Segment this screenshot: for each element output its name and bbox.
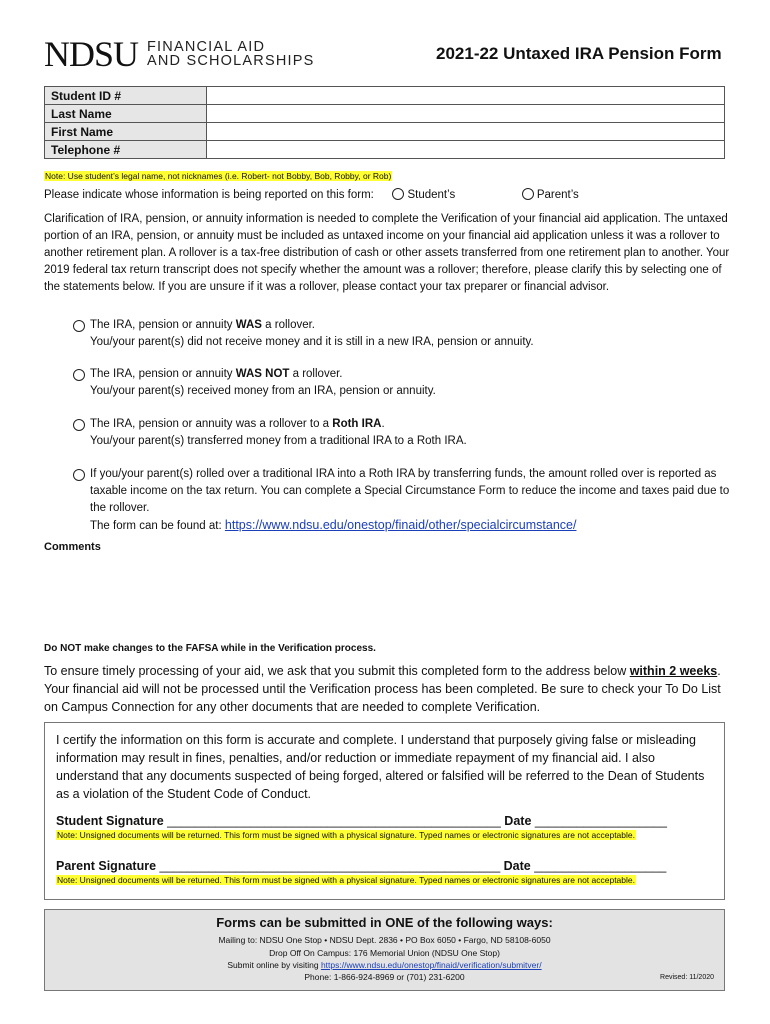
was-rollover-radio[interactable] xyxy=(73,320,85,332)
last-name-field[interactable] xyxy=(207,105,725,123)
student-signature-line[interactable]: Student Signature ________________________________________________ Date ___________________ xyxy=(56,814,667,828)
traditional-to-roth-radio[interactable] xyxy=(73,469,85,481)
option-traditional-to-roth: If you/your parent(s) rolled over a traditional IRA into a Roth IRA by transferring funds, the amount rolled over is reported as taxable income on the tax return. You can complete a Special Circumstance Form to reduce the income and taxes paid due to the rollover. The form can be found at: https://www.ndsu.edu/onestop/finaid/other/specialcircumstance/ xyxy=(73,466,733,535)
logo-line-2: AND SCHOLARSHIPS xyxy=(147,53,315,69)
first-name-label: First Name xyxy=(45,123,207,141)
form-title: 2021-22 Untaxed IRA Pension Form xyxy=(436,44,722,63)
telephone-row xyxy=(45,141,725,159)
legal-name-note xyxy=(44,166,392,184)
dropoff-location: Drop Off On Campus: 176 Memorial Union (NDSU One Stop) xyxy=(269,948,500,958)
certification-box xyxy=(44,722,725,900)
was-not-rollover-radio[interactable] xyxy=(73,369,85,381)
parent-signature-note: Note: Unsigned documents will be returned. This form must be signed with a physical signature. Typed names or electronic signatures are not acceptable. xyxy=(57,875,635,885)
legal-name-note-text: Note: Use student’s legal name, not nicknames (i.e. Robert- not Bobby, Bob, Robby, or Rob) xyxy=(45,171,392,181)
option-was-rollover: The IRA, pension or annuity WAS a rollover. You/your parent(s) did not receive money and it is still in a new IRA, pension or annuity. xyxy=(73,317,733,351)
special-circumstance-link[interactable]: https://www.ndsu.edu/onestop/finaid/other/specialcircumstance/ xyxy=(224,518,577,532)
roth-rollover-detail: You/your parent(s) transferred money from a traditional IRA to a Roth IRA. xyxy=(90,435,467,447)
comments-label: Comments xyxy=(44,541,101,553)
student-radio[interactable] xyxy=(392,188,404,200)
fafsa-warning: Do NOT make changes to the FAFSA while in the Verification process. xyxy=(44,643,376,654)
student-radio-label: Student’s xyxy=(407,189,456,201)
mailing-address: Mailing to: NDSU One Stop • NDSU Dept. 2836 • PO Box 6050 • Fargo, ND 58108-6050 xyxy=(218,935,551,945)
traditional-to-roth-text: If you/your parent(s) rolled over a traditional IRA into a Roth IRA by transferring funds, the amount rolled over is reported as taxable income on the tax return. You can complete a Special Circumstance Form to reduce the income and taxes paid due to the rollover. xyxy=(90,468,730,514)
certification-text: I certify the information on this form is accurate and complete. I understand that purposely giving false or misleading information may result in fines, penalties, and/or reduction or immediate repayment of my financial aid. I also understand that any documents suspected of being forged, altered or falsified will be referred to the Dean of Students as a violation of the Student Code of Conduct. xyxy=(56,733,705,801)
student-info-table xyxy=(44,86,725,159)
parent-signature-line[interactable]: Parent Signature _________________________________________________ Date ___________________ xyxy=(56,859,667,873)
student-id-field[interactable] xyxy=(207,87,725,105)
whose-info-question xyxy=(44,187,579,204)
was-not-rollover-detail: You/your parent(s) received money from an IRA, pension or annuity. xyxy=(90,385,436,397)
telephone-field[interactable] xyxy=(207,141,725,159)
logo-line-1: FINANCIAL AID xyxy=(147,39,266,55)
submit-online-link[interactable]: https://www.ndsu.edu/onestop/finaid/verification/submitver/ xyxy=(320,960,542,970)
last-name-row xyxy=(45,105,725,123)
option-was-not-rollover: The IRA, pension or annuity WAS NOT a rollover. You/your parent(s) received money from an IRA, pension or annuity. xyxy=(73,366,733,400)
roth-rollover-radio[interactable] xyxy=(73,419,85,431)
revised-date: Revised: 11/2020 xyxy=(660,974,714,981)
logo-ndsu-text: NDSU xyxy=(44,34,139,74)
online-submission: Submit online by visiting https://www.ndsu.edu/onestop/finaid/verification/submitver/ xyxy=(227,960,542,970)
last-name-label: Last Name xyxy=(45,105,207,123)
comments-area[interactable] xyxy=(44,556,725,636)
submission-info-box xyxy=(44,909,725,991)
parent-radio-label: Parent’s xyxy=(536,189,579,201)
was-rollover-detail: You/your parent(s) did not receive money and it is still in a new IRA, pension or annuity. xyxy=(90,336,534,348)
logo-department xyxy=(147,40,314,68)
parent-radio[interactable] xyxy=(522,188,534,200)
first-name-field[interactable] xyxy=(207,123,725,141)
first-name-row xyxy=(45,123,725,141)
whose-info-prompt: Please indicate whose information is being reported on this form: xyxy=(44,189,374,201)
submission-title: Forms can be submitted in ONE of the following ways: xyxy=(216,915,553,930)
option-roth-rollover: The IRA, pension or annuity was a rollover to a Roth IRA. You/your parent(s) transferred money from a traditional IRA to a Roth IRA. xyxy=(73,416,733,450)
student-signature-note: Note: Unsigned documents will be returned. This form must be signed with a physical signature. Typed names or electronic signatures are not acceptable. xyxy=(57,830,635,840)
student-id-row xyxy=(45,87,725,105)
phone-numbers: Phone: 1-866-924-8969 or (701) 231-6200 xyxy=(304,972,465,982)
telephone-label: Telephone # xyxy=(45,141,207,159)
timely-processing-paragraph: To ensure timely processing of your aid, we ask that you submit this completed form to the address below within 2 weeks. Your financial aid will not be processed until the Verification process has been completed. Be sure to check your To Do List on Campus Connection for any other documents that are needed to complete Verification. xyxy=(44,664,721,714)
clarification-paragraph: Clarification of IRA, pension, or annuity information is needed to complete the Verification of your financial aid application. The untaxed portion of an IRA, pension, or annuity must be included as untaxed income on your financial aid application unless it was a rollover to another retirement plan. A rollover is a tax-free distribution of cash or other assets transferred from one retirement plan to another. Your 2019 federal tax return transcript does not specify whether the amount was a rollover; therefore, please clarify this by selecting one of the statements below. If you are unsure if it was a rollover, please contact your tax preparer or financial advisor. xyxy=(44,213,730,293)
student-id-label: Student ID # xyxy=(45,87,207,105)
